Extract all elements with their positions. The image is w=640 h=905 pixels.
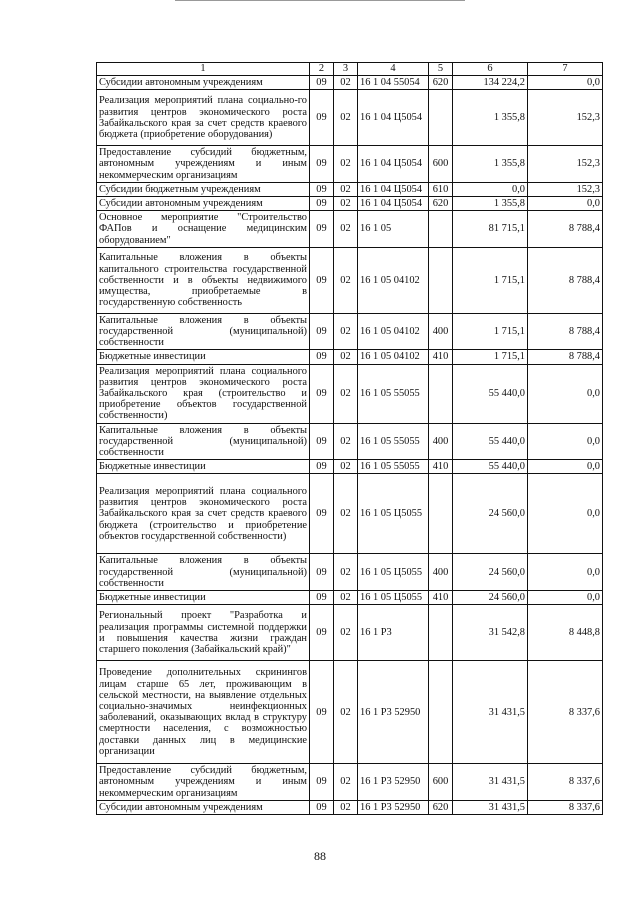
cell-amount-col6: 31 542,8: [453, 605, 528, 661]
cell-amount-col6: 55 440,0: [453, 423, 528, 460]
cell-amount-col6: 1 715,1: [453, 313, 528, 350]
cell-amount-col7: 152,3: [528, 146, 603, 183]
cell-target-article: 16 1 04 Ц5054: [358, 182, 429, 196]
cell-name: Бюджетные инвестиции: [97, 350, 310, 364]
cell-amount-col7: 8 788,4: [528, 211, 603, 248]
cell-section: 09: [310, 460, 334, 474]
cell-section: 09: [310, 313, 334, 350]
cell-amount-col6: 55 440,0: [453, 460, 528, 474]
cell-target-article: 16 1 04 Ц5054: [358, 90, 429, 146]
cell-amount-col7: 8 788,4: [528, 247, 603, 313]
cell-expense-type: 620: [429, 800, 453, 814]
cell-target-article: 16 1 P3: [358, 605, 429, 661]
cell-amount-col6: 1 355,8: [453, 146, 528, 183]
cell-amount-col7: 0,0: [528, 460, 603, 474]
cell-target-article: 16 1 05 Ц5055: [358, 591, 429, 605]
cell-section: 09: [310, 146, 334, 183]
cell-section: 09: [310, 764, 334, 801]
cell-amount-col7: 0,0: [528, 76, 603, 90]
cell-name: Капитальные вложения в объекты государственной (муниципальной) собственности: [97, 554, 310, 591]
cell-subsection: 02: [334, 460, 358, 474]
table-row: [97, 197, 603, 211]
cell-section: 09: [310, 364, 334, 423]
table-row: [97, 554, 603, 591]
cell-target-article: 16 1 05 04102: [358, 350, 429, 364]
cell-amount-col7: 8 337,6: [528, 661, 603, 764]
cell-target-article: 16 1 04 55054: [358, 76, 429, 90]
table-row: [97, 182, 603, 196]
cell-amount-col6: 31 431,5: [453, 800, 528, 814]
table-row: [97, 247, 603, 313]
cell-name: Субсидии бюджетным учреждениям: [97, 182, 310, 196]
cell-expense-type: [429, 247, 453, 313]
cell-subsection: 02: [334, 313, 358, 350]
header-col-4: 4: [358, 63, 429, 76]
cell-name: Проведение дополнительных скринингов лицам старше 65 лет, проживающим в сельской местности, на выявление отдельных социально-значимых неинфекционных заболеваний, оказывающих вклад в структуру смертности населения, с возможностью доставки данных лиц в медицинские организации: [97, 661, 310, 764]
cell-name: Субсидии автономным учреждениям: [97, 197, 310, 211]
table-row: [97, 313, 603, 350]
cell-expense-type: 400: [429, 313, 453, 350]
cell-name: Бюджетные инвестиции: [97, 591, 310, 605]
cell-expense-type: 400: [429, 423, 453, 460]
table-row: [97, 474, 603, 554]
cell-name: Основное мероприятие "Строительство ФАПов и оснащение медицинским оборудованием": [97, 211, 310, 248]
table-body: [97, 76, 603, 815]
cell-subsection: 02: [334, 800, 358, 814]
cell-target-article: 16 1 05 04102: [358, 247, 429, 313]
page-number: 88: [314, 849, 326, 863]
cell-amount-col7: 0,0: [528, 554, 603, 591]
cell-target-article: 16 1 05 04102: [358, 313, 429, 350]
cell-target-article: 16 1 05 55055: [358, 460, 429, 474]
cell-expense-type: [429, 661, 453, 764]
cell-section: 09: [310, 423, 334, 460]
header-col-3: 3: [334, 63, 358, 76]
cell-amount-col6: 31 431,5: [453, 764, 528, 801]
cell-amount-col7: 152,3: [528, 90, 603, 146]
page-top-edge-line: [175, 0, 465, 1]
cell-expense-type: 600: [429, 146, 453, 183]
cell-amount-col6: 1 355,8: [453, 197, 528, 211]
cell-amount-col7: 152,3: [528, 182, 603, 196]
cell-name: Реализация мероприятий плана социально-го развития центров экономического роста Забайкальского края за счет средств краевого бюджета (приобретение оборудования): [97, 90, 310, 146]
cell-amount-col7: 8 337,6: [528, 764, 603, 801]
cell-subsection: 02: [334, 764, 358, 801]
cell-name: Предоставление субсидий бюджетным, автономным учреждениям и иным некоммерческим организациям: [97, 146, 310, 183]
cell-section: 09: [310, 591, 334, 605]
table-row: [97, 661, 603, 764]
cell-subsection: 02: [334, 554, 358, 591]
cell-section: 09: [310, 800, 334, 814]
cell-expense-type: 610: [429, 182, 453, 196]
header-col-1: 1: [97, 63, 310, 76]
cell-amount-col7: 0,0: [528, 474, 603, 554]
cell-section: 09: [310, 474, 334, 554]
table-row: [97, 591, 603, 605]
cell-target-article: 16 1 P3 52950: [358, 764, 429, 801]
table-row: [97, 605, 603, 661]
cell-subsection: 02: [334, 350, 358, 364]
cell-subsection: 02: [334, 591, 358, 605]
cell-amount-col7: 8 788,4: [528, 313, 603, 350]
cell-target-article: 16 1 P3 52950: [358, 800, 429, 814]
cell-section: 09: [310, 554, 334, 591]
cell-amount-col7: 8 337,6: [528, 800, 603, 814]
cell-amount-col7: 0,0: [528, 197, 603, 211]
table-row: [97, 460, 603, 474]
cell-amount-col6: 134 224,2: [453, 76, 528, 90]
table-row: [97, 90, 603, 146]
table-row: [97, 364, 603, 423]
cell-target-article: 16 1 P3 52950: [358, 661, 429, 764]
cell-section: 09: [310, 90, 334, 146]
table-row: [97, 146, 603, 183]
cell-subsection: 02: [334, 197, 358, 211]
cell-amount-col6: 31 431,5: [453, 661, 528, 764]
header-col-7: 7: [528, 63, 603, 76]
cell-name: Субсидии автономным учреждениям: [97, 800, 310, 814]
cell-section: 09: [310, 350, 334, 364]
cell-amount-col6: 0,0: [453, 182, 528, 196]
cell-amount-col7: 0,0: [528, 591, 603, 605]
header-col-5: 5: [429, 63, 453, 76]
cell-name: Реализация мероприятий плана социального развития центров экономического роста Забайкальского края (строительство и приобретение объектов государственной собственности): [97, 364, 310, 423]
header-col-2: 2: [310, 63, 334, 76]
cell-section: 09: [310, 661, 334, 764]
cell-amount-col6: 55 440,0: [453, 364, 528, 423]
cell-subsection: 02: [334, 423, 358, 460]
cell-expense-type: [429, 605, 453, 661]
cell-target-article: 16 1 05 55055: [358, 423, 429, 460]
cell-subsection: 02: [334, 364, 358, 423]
table-row: [97, 800, 603, 814]
cell-expense-type: 400: [429, 554, 453, 591]
table-row: [97, 76, 603, 90]
cell-subsection: 02: [334, 146, 358, 183]
cell-section: 09: [310, 605, 334, 661]
cell-amount-col6: 24 560,0: [453, 474, 528, 554]
table-row: [97, 764, 603, 801]
cell-name: Капитальные вложения в объекты государственной (муниципальной) собственности: [97, 313, 310, 350]
budget-table: [96, 62, 603, 815]
cell-target-article: 16 1 04 Ц5054: [358, 197, 429, 211]
cell-name: Субсидии автономным учреждениям: [97, 76, 310, 90]
table-row: [97, 350, 603, 364]
cell-amount-col6: 81 715,1: [453, 211, 528, 248]
cell-expense-type: [429, 90, 453, 146]
cell-name: Региональный проект "Разработка и реализация программы системной поддержки и повышения качества жизни граждан старшего поколения (Забайкальский край)": [97, 605, 310, 661]
table-row: [97, 423, 603, 460]
cell-target-article: 16 1 04 Ц5054: [358, 146, 429, 183]
cell-name: Реализация мероприятий плана социального развития центров экономического роста Забайкальского края за счет средств краевого бюджета (строительство и приобретение объектов государственной собственности): [97, 474, 310, 554]
cell-expense-type: 410: [429, 591, 453, 605]
cell-expense-type: [429, 211, 453, 248]
cell-section: 09: [310, 197, 334, 211]
cell-section: 09: [310, 247, 334, 313]
cell-subsection: 02: [334, 605, 358, 661]
cell-target-article: 16 1 05 Ц5055: [358, 474, 429, 554]
cell-target-article: 16 1 05 Ц5055: [358, 554, 429, 591]
cell-name: Капитальные вложения в объекты капитального строительства государственной собственности и в объекты недвижимого имущества, приобретаемые в государственную собственность: [97, 247, 310, 313]
cell-subsection: 02: [334, 76, 358, 90]
cell-section: 09: [310, 211, 334, 248]
cell-section: 09: [310, 76, 334, 90]
cell-amount-col7: 8 448,8: [528, 605, 603, 661]
cell-amount-col7: 0,0: [528, 364, 603, 423]
cell-expense-type: 410: [429, 350, 453, 364]
cell-name: Предоставление субсидий бюджетным, автономным учреждениям и иным некоммерческим организациям: [97, 764, 310, 801]
cell-expense-type: 620: [429, 76, 453, 90]
cell-name: Бюджетные инвестиции: [97, 460, 310, 474]
cell-expense-type: [429, 364, 453, 423]
cell-section: 09: [310, 182, 334, 196]
cell-amount-col6: 24 560,0: [453, 591, 528, 605]
cell-amount-col6: 1 715,1: [453, 247, 528, 313]
cell-amount-col6: 24 560,0: [453, 554, 528, 591]
table-header-row: [97, 63, 603, 76]
cell-expense-type: 620: [429, 197, 453, 211]
cell-amount-col6: 1 715,1: [453, 350, 528, 364]
cell-expense-type: [429, 474, 453, 554]
cell-name: Капитальные вложения в объекты государственной (муниципальной) собственности: [97, 423, 310, 460]
cell-target-article: 16 1 05 55055: [358, 364, 429, 423]
cell-amount-col6: 1 355,8: [453, 90, 528, 146]
cell-subsection: 02: [334, 247, 358, 313]
cell-subsection: 02: [334, 211, 358, 248]
cell-subsection: 02: [334, 661, 358, 764]
cell-subsection: 02: [334, 90, 358, 146]
cell-expense-type: 600: [429, 764, 453, 801]
cell-amount-col7: 0,0: [528, 423, 603, 460]
cell-subsection: 02: [334, 182, 358, 196]
cell-subsection: 02: [334, 474, 358, 554]
cell-expense-type: 410: [429, 460, 453, 474]
table-row: [97, 211, 603, 248]
header-col-6: 6: [453, 63, 528, 76]
cell-amount-col7: 8 788,4: [528, 350, 603, 364]
cell-target-article: 16 1 05: [358, 211, 429, 248]
